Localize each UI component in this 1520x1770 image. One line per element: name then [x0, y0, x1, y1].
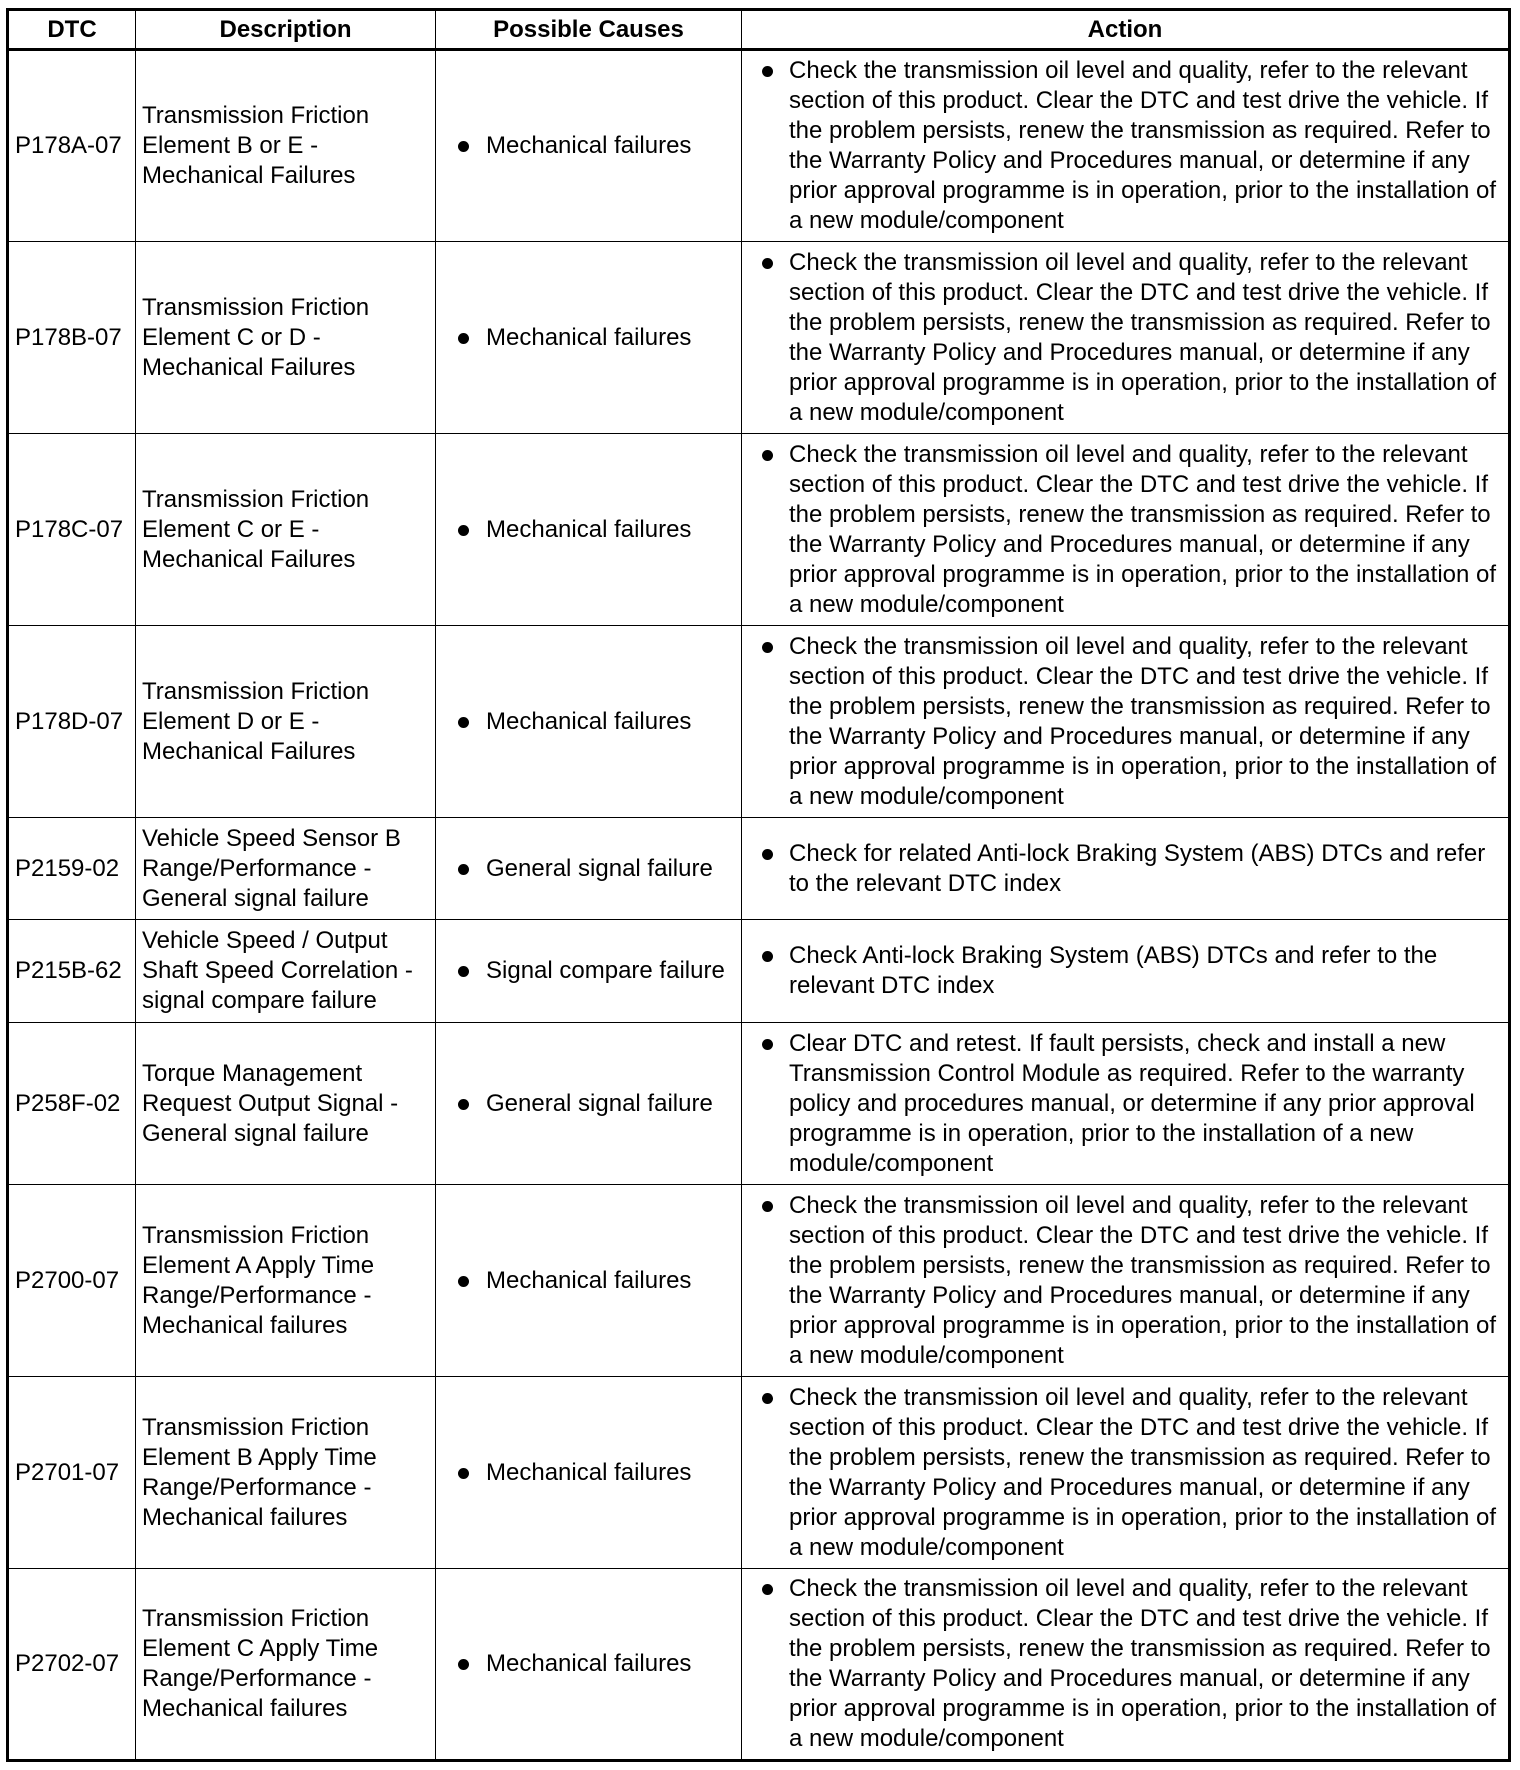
table-row	[8, 1023, 1510, 1185]
cause-text: Mechanical failures	[486, 515, 692, 543]
action	[742, 1023, 1510, 1185]
bullet-icon	[762, 66, 773, 77]
bullet-icon	[762, 642, 773, 653]
table-row	[8, 818, 1510, 920]
bullet-icon	[458, 966, 469, 977]
dtc-description: Vehicle Speed / Output Shaft Speed Correlation - signal compare failure	[136, 920, 436, 1023]
action-text: Check the transmission oil level and quality, refer to the relevant section of this product. Clear the DTC and test drive the vehicle. If the problem persists, renew the transmission as required. Refer to the Warranty Policy and Procedures manual, or determine if any prior approval programme is in operation, prior to the installation of a new module/component	[789, 248, 1497, 426]
dtc-description: Transmission Friction Element C or D - Mechanical Failures	[136, 242, 436, 434]
action	[742, 1377, 1510, 1569]
bullet-icon	[458, 525, 469, 536]
dtc-description: Transmission Friction Element B or E - Mechanical Failures	[136, 50, 436, 242]
action	[742, 1185, 1510, 1377]
table-row	[8, 434, 1510, 626]
action-text: Check the transmission oil level and quality, refer to the relevant section of this product. Clear the DTC and test drive the vehicle. If the problem persists, renew the transmission as required. Refer to the Warranty Policy and Procedures manual, or determine if any prior approval programme is in operation, prior to the installation of a new module/component	[789, 1575, 1497, 1752]
possible-cause	[436, 1377, 742, 1569]
bullet-icon	[762, 1201, 773, 1212]
table-row	[8, 1377, 1510, 1569]
cause-text: General signal failure	[486, 854, 713, 882]
cause-text: Mechanical failures	[486, 323, 692, 351]
action	[742, 242, 1510, 434]
dtc-code: P2159-02	[8, 818, 136, 920]
table-row	[8, 1185, 1510, 1377]
possible-cause	[436, 818, 742, 920]
possible-cause	[436, 434, 742, 626]
action-text: Check the transmission oil level and quality, refer to the relevant section of this product. Clear the DTC and test drive the vehicle. If the problem persists, renew the transmission as required. Refer to the Warranty Policy and Procedures manual, or determine if any prior approval programme is in operation, prior to the installation of a new module/component	[789, 1383, 1497, 1561]
dtc-code: P2702-07	[8, 1569, 136, 1761]
cause-text: Signal compare failure	[486, 957, 725, 984]
table-row	[8, 242, 1510, 434]
header-dtc: DTC	[8, 10, 136, 50]
action-text: Check the transmission oil level and quality, refer to the relevant section of this product. Clear the DTC and test drive the vehicle. If the problem persists, renew the transmission as required. Refer to the Warranty Policy and Procedures manual, or determine if any prior approval programme is in operation, prior to the installation of a new module/component	[789, 1191, 1497, 1369]
action	[742, 920, 1510, 1023]
cause-text: Mechanical failures	[486, 1458, 692, 1486]
cause-text: Mechanical failures	[486, 707, 692, 735]
table-row	[8, 1569, 1510, 1761]
dtc-code: P178C-07	[8, 434, 136, 626]
table-row	[8, 920, 1510, 1023]
action-text: Check the transmission oil level and quality, refer to the relevant section of this product. Clear the DTC and test drive the vehicle. If the problem persists, renew the transmission as required. Refer to the Warranty Policy and Procedures manual, or determine if any prior approval programme is in operation, prior to the installation of a new module/component	[789, 632, 1497, 810]
bullet-icon	[762, 1584, 773, 1595]
possible-cause	[436, 1023, 742, 1185]
action	[742, 50, 1510, 242]
bullet-icon	[762, 258, 773, 269]
cause-text: Mechanical failures	[486, 1266, 692, 1294]
dtc-description: Transmission Friction Element C Apply Time Range/Performance - Mechanical failures	[136, 1569, 436, 1761]
dtc-description: Vehicle Speed Sensor B Range/Performance - General signal failure	[136, 818, 436, 920]
dtc-description: Transmission Friction Element D or E - Mechanical Failures	[136, 626, 436, 818]
dtc-table	[6, 8, 1511, 1762]
header-description: Description	[136, 10, 436, 50]
dtc-code: P178D-07	[8, 626, 136, 818]
action	[742, 434, 1510, 626]
dtc-description: Transmission Friction Element B Apply Time Range/Performance - Mechanical failures	[136, 1377, 436, 1569]
dtc-code: P258F-02	[8, 1023, 136, 1185]
bullet-icon	[762, 1039, 773, 1050]
action	[742, 626, 1510, 818]
action	[742, 1569, 1510, 1761]
action-text: Check the transmission oil level and quality, refer to the relevant section of this product. Clear the DTC and test drive the vehicle. If the problem persists, renew the transmission as required. Refer to the Warranty Policy and Procedures manual, or determine if any prior approval programme is in operation, prior to the installation of a new module/component	[789, 57, 1497, 234]
bullet-icon	[762, 1393, 773, 1404]
bullet-icon	[458, 1276, 469, 1287]
bullet-icon	[458, 1099, 469, 1110]
action-text: Check the transmission oil level and quality, refer to the relevant section of this product. Clear the DTC and test drive the vehicle. If the problem persists, renew the transmission as required. Refer to the Warranty Policy and Procedures manual, or determine if any prior approval programme is in operation, prior to the installation of a new module/component	[789, 440, 1497, 618]
possible-cause	[436, 1185, 742, 1377]
dtc-code: P178A-07	[8, 50, 136, 242]
bullet-icon	[458, 1659, 469, 1670]
header-action: Action	[742, 10, 1510, 50]
action-text: Clear DTC and retest. If fault persists, check and install a new Transmission Control Module as required. Refer to the warranty policy and procedures manual, or determine if any prior approval programme is in operation, prior to the installation of a new module/component	[789, 1029, 1475, 1177]
possible-cause	[436, 1569, 742, 1761]
action	[742, 818, 1510, 920]
possible-cause	[436, 242, 742, 434]
bullet-icon	[762, 450, 773, 461]
dtc-code: P2701-07	[8, 1377, 136, 1569]
cause-text: General signal failure	[486, 1089, 713, 1117]
bullet-icon	[458, 864, 469, 875]
header-row	[8, 10, 1510, 50]
possible-cause	[436, 920, 742, 1023]
dtc-code: P178B-07	[8, 242, 136, 434]
table-row	[8, 50, 1510, 242]
possible-cause	[436, 50, 742, 242]
dtc-description: Transmission Friction Element C or E - Mechanical Failures	[136, 434, 436, 626]
bullet-icon	[458, 141, 469, 152]
header-possible-causes: Possible Causes	[436, 10, 742, 50]
dtc-description: Torque Management Request Output Signal - General signal failure	[136, 1023, 436, 1185]
possible-cause	[436, 626, 742, 818]
bullet-icon	[458, 1468, 469, 1479]
bullet-icon	[458, 717, 469, 728]
bullet-icon	[458, 333, 469, 344]
dtc-code: P215B-62	[8, 920, 136, 1023]
action-text: Check Anti-lock Braking System (ABS) DTCs and refer to the relevant DTC index	[789, 942, 1438, 999]
action-text: Check for related Anti-lock Braking System (ABS) DTCs and refer to the relevant DTC index	[789, 839, 1486, 897]
cause-text: Mechanical failures	[486, 1650, 692, 1677]
bullet-icon	[762, 849, 773, 860]
bullet-icon	[762, 951, 773, 962]
cause-text: Mechanical failures	[486, 132, 692, 159]
dtc-description: Transmission Friction Element A Apply Time Range/Performance - Mechanical failures	[136, 1185, 436, 1377]
table-row	[8, 626, 1510, 818]
dtc-code: P2700-07	[8, 1185, 136, 1377]
